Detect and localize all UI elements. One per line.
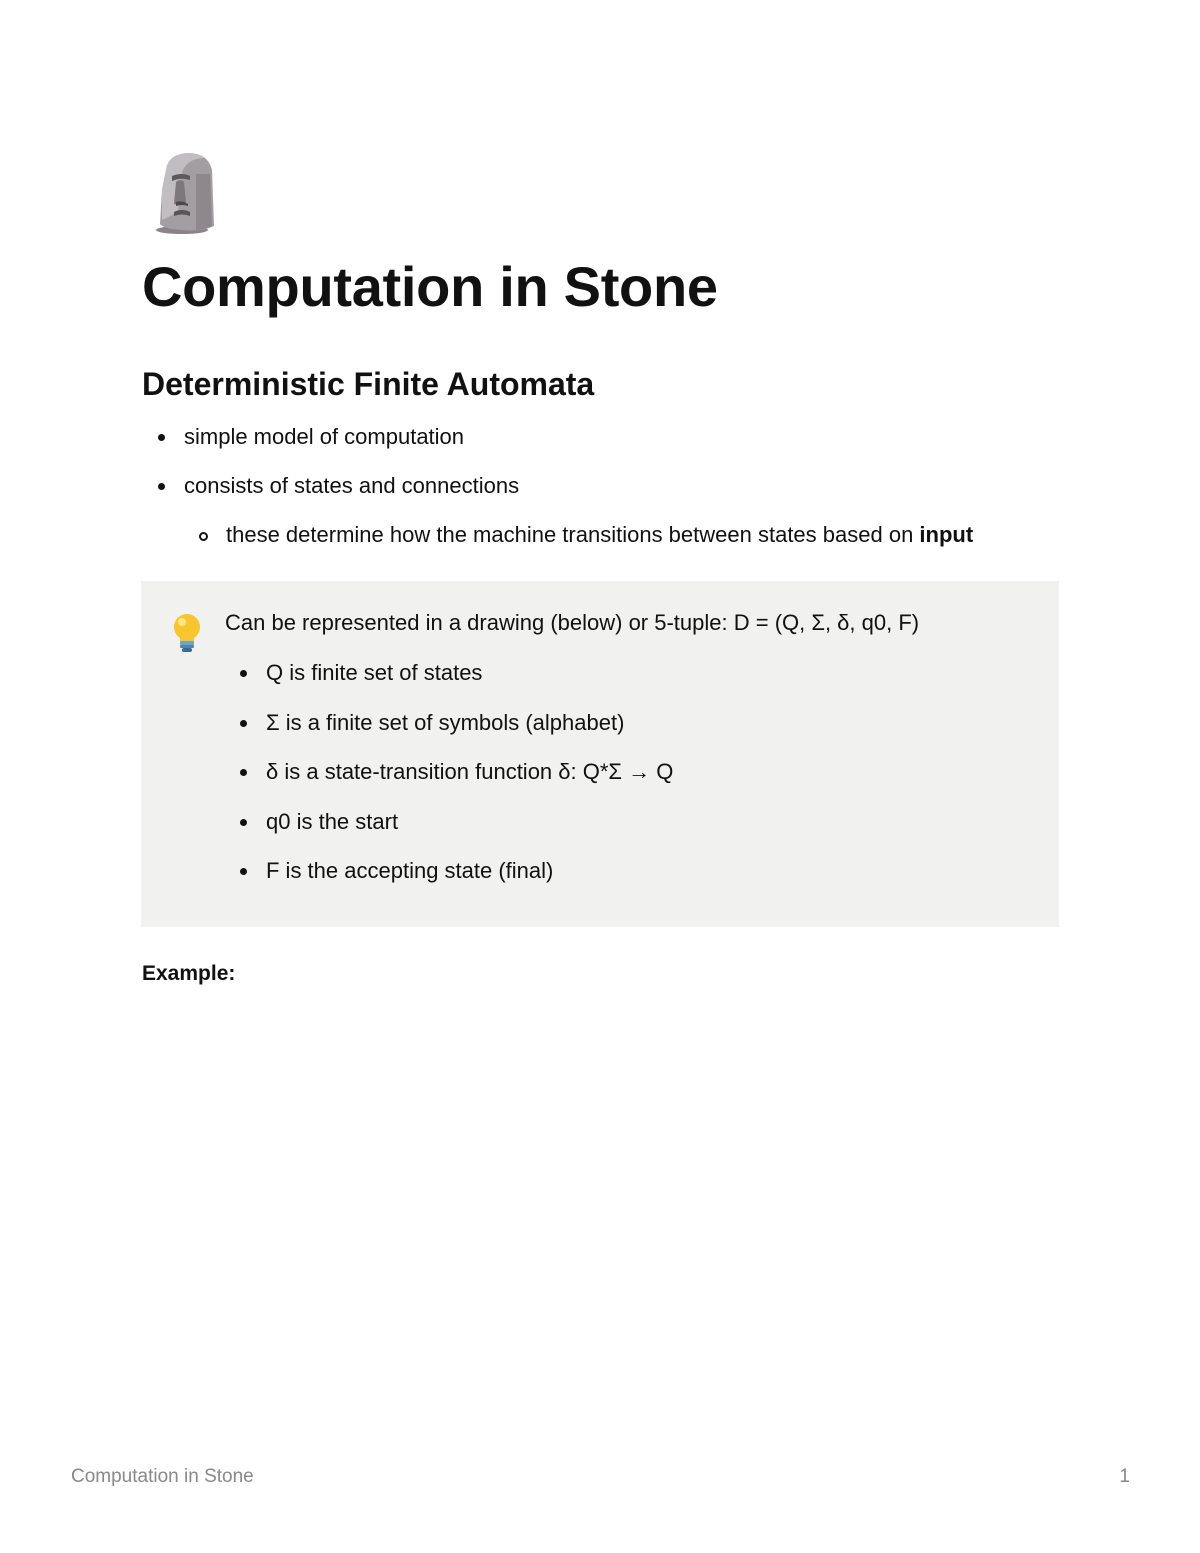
list-item-text: Q is finite set of states xyxy=(266,660,483,685)
bullet-icon xyxy=(158,434,165,441)
bullet-icon xyxy=(240,819,247,826)
bullet-icon xyxy=(240,720,247,727)
list-item-text: F is the accepting state (final) xyxy=(266,858,554,883)
sub-list-item-text-plain: these determine how the machine transitions between states based on xyxy=(226,522,920,547)
example-label: Example: xyxy=(142,962,236,985)
callout-text: Can be represented in a drawing (below) or 5-tuple: D = (Q, Σ, δ, q0, F) xyxy=(225,610,920,635)
list-item-text: simple model of computation xyxy=(184,424,465,449)
list-item-text: q0 is the start xyxy=(266,809,399,834)
footer-title: Computation in Stone xyxy=(71,1466,254,1487)
callout-box xyxy=(141,581,1059,927)
bullet-icon xyxy=(240,868,247,875)
sub-list-item-text xyxy=(226,520,973,550)
sub-list-item-text-bold: input xyxy=(919,522,974,547)
page-title: Computation in Stone xyxy=(142,255,718,318)
page-number: 1 xyxy=(1119,1466,1130,1487)
list-item-text: Σ is a finite set of symbols (alphabet) xyxy=(266,710,625,735)
bullet-icon xyxy=(240,769,247,776)
hollow-bullet-icon xyxy=(199,532,208,541)
section-heading: Deterministic Finite Automata xyxy=(142,366,595,402)
moai-icon xyxy=(152,150,218,236)
light-bulb-icon xyxy=(169,611,205,655)
list-item-text: consists of states and connections xyxy=(184,473,520,498)
bullet-icon xyxy=(158,483,165,490)
list-item-text: δ is a state-transition function δ: Q*Σ → Q xyxy=(266,759,674,784)
bullet-icon xyxy=(240,670,247,677)
